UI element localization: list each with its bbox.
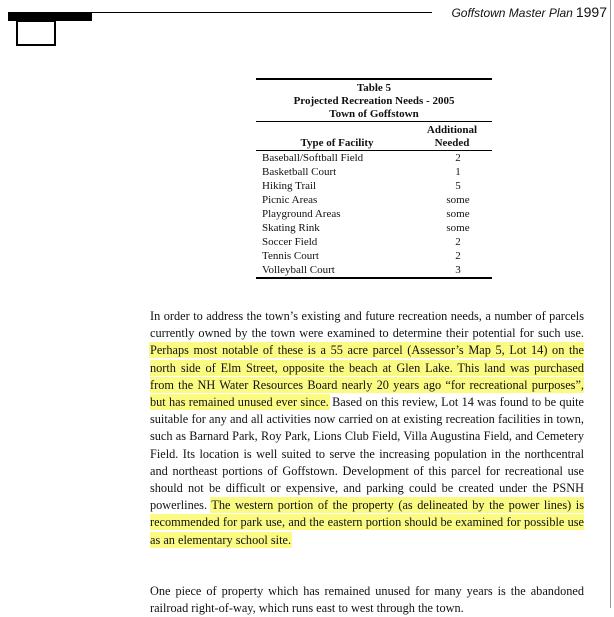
- needed-cell: 1: [455, 166, 461, 178]
- column-header-facility: Type of Facility: [300, 137, 374, 149]
- body-paragraph: [150, 308, 584, 549]
- facility-cell: Hiking Trail: [262, 180, 317, 192]
- table-row: [256, 221, 492, 235]
- page-edge: [610, 0, 611, 608]
- table-header-row: [256, 122, 492, 150]
- needed-cell: some: [446, 194, 470, 206]
- table-row: [256, 207, 492, 221]
- column-header-needed: Additional Needed: [426, 124, 478, 149]
- table-caption: [256, 80, 492, 121]
- facility-cell: Playground Areas: [262, 208, 341, 220]
- body-paragraph: [150, 583, 584, 617]
- table-bottom-rule: [256, 277, 492, 279]
- facility-cell: Tennis Court: [262, 250, 319, 262]
- needed-cell: 2: [455, 236, 461, 248]
- document-header: [451, 4, 607, 20]
- header-year: 1997: [575, 4, 607, 20]
- table-row: [256, 165, 492, 179]
- header-title: Goffstown Master Plan: [451, 6, 573, 20]
- recreation-needs-table: [256, 78, 492, 279]
- facility-cell: Baseball/Softball Field: [262, 152, 364, 164]
- needed-cell: 2: [455, 250, 461, 262]
- facility-cell: Picnic Areas: [262, 194, 318, 206]
- table-row: [256, 151, 492, 165]
- facility-cell: Soccer Field: [262, 236, 318, 248]
- table-caption-line: Town of Goffstown: [329, 108, 419, 120]
- needed-cell: some: [446, 222, 470, 234]
- table-caption-line: Projected Recreation Needs - 2005: [293, 95, 455, 107]
- facility-cell: Volleyball Court: [262, 264, 335, 276]
- needed-cell: some: [446, 208, 470, 220]
- header-rule: [8, 12, 432, 13]
- table-row: [256, 263, 492, 277]
- paragraph-text: One piece of property which has remained unused for many years is the abandoned railroad right-of-way, which runs east to west through the town.: [150, 584, 584, 616]
- highlighted-text: Perhaps most notable of these is a 55 acre parcel (Assessor’s Map 5, Lot 14) on the north side of Elm Street, opposite the beach at Glen Lake. This land was purchased from the NH Water Resources Board nearly 20 years ago “for recreational purposes”, but has remained unused ever since.: [150, 343, 584, 410]
- paragraph-text: In order to address the town’s existing and future recreation needs, a number of parcels currently owned by the town were examined to determine their potential for such use.: [150, 309, 584, 341]
- table-row: [256, 235, 492, 249]
- table-caption-line: Table 5: [356, 82, 392, 94]
- highlighted-text: The western portion of the property (as delineated by the power lines) is recommended for park use, and the eastern portion should be examined for possible use as an elementary school site.: [150, 498, 584, 547]
- table-row: [256, 249, 492, 263]
- paragraph-text: Based on this review, Lot 14 was found to be quite suitable for any and all activities now carried on at existing recreation facilities in town, such as Barnard Park, Roy Park, Lions Club Field, Villa Augustina Field, and Cemetery Field. Its location is well suited to serve the increasing population in the northcentral and northeast portions of Goffstown. Development of this parcel for recreational use should not be difficult or expensive, and parking could be created under the PSNH powerlines.: [150, 395, 585, 513]
- corner-box: [16, 20, 56, 46]
- table-row: [256, 193, 492, 207]
- needed-cell: 5: [455, 180, 461, 192]
- facility-cell: Skating Rink: [262, 222, 320, 234]
- facility-cell: Basketball Court: [262, 166, 337, 178]
- table-row: [256, 179, 492, 193]
- needed-cell: 3: [455, 264, 461, 276]
- needed-cell: 2: [455, 152, 461, 164]
